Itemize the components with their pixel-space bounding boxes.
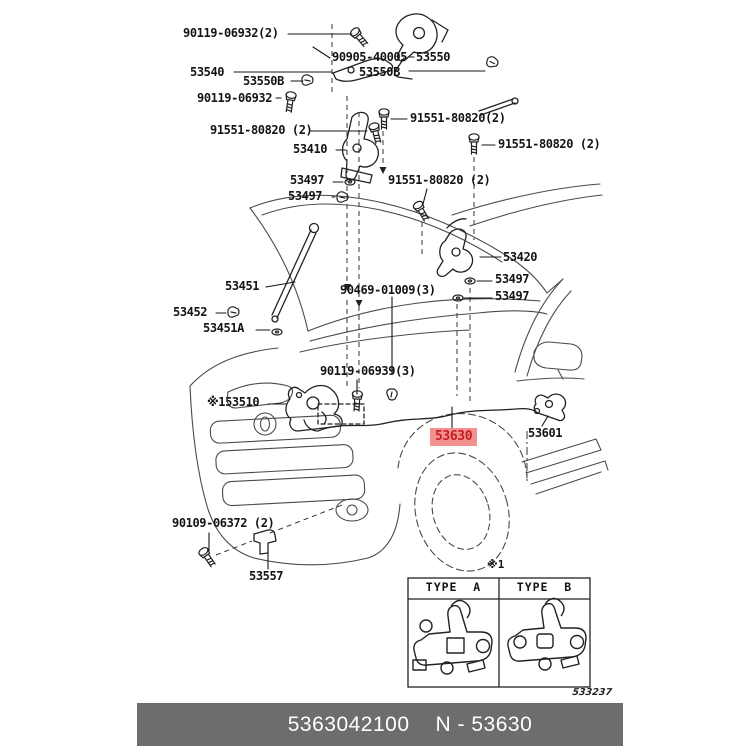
part-number-label: 53451 — [225, 279, 260, 293]
bolt-icon — [379, 109, 389, 129]
side-mirror — [534, 342, 582, 370]
part-number-label: 53420 — [503, 250, 538, 264]
bolt-icon — [284, 91, 297, 112]
part-number-label: 53540 — [190, 65, 225, 79]
part-number-label: 53451A — [203, 321, 244, 335]
part-number-label: 53452 — [173, 305, 208, 319]
part-number-label: 90119-06939(3) — [320, 364, 416, 378]
part-number-label: 90109-06372 (2) — [172, 516, 275, 530]
type-b-header: TYPE B — [516, 580, 573, 594]
part-number-label: 90905-40005 — [332, 50, 408, 64]
part-number-label: 53497 — [290, 173, 325, 187]
part-number-label: 53601 — [528, 426, 563, 440]
part-number-label: 90119-06932 — [197, 91, 273, 105]
part-number-label: 53410 — [293, 142, 328, 156]
part-number-label: 91551-80820 (2) — [210, 123, 313, 137]
footer-bar — [137, 703, 623, 746]
figure-code: 533237 — [571, 687, 613, 698]
clip-icon — [486, 56, 499, 69]
part-number-label: 90119-06932(2) — [183, 26, 279, 40]
part-number-label: 53550B — [243, 74, 284, 88]
grommet-icon — [272, 329, 282, 335]
clip-icon — [387, 389, 397, 400]
part-number-label: 53497 — [495, 289, 530, 303]
highlighted-part-label: 53630 — [430, 428, 477, 446]
release-handle-icon — [534, 394, 565, 420]
grommet-icon — [453, 295, 463, 301]
hood-support-rod-icon — [272, 224, 319, 323]
part-number-label: ※153510 — [207, 395, 260, 409]
clip-icon — [228, 307, 239, 317]
part-number-label: 53550 — [416, 50, 451, 64]
grommet-icon — [465, 278, 475, 284]
footer-catalog-ref: N - 53630 — [435, 712, 533, 736]
toyota-emblem — [254, 413, 276, 435]
part-number-label: 53550B — [359, 65, 400, 79]
footer-part-number: 5363042100 — [287, 712, 410, 736]
clip-icon — [302, 75, 313, 85]
bolt-icon — [349, 26, 370, 48]
part-number-label: 91551-80820(2) — [410, 111, 506, 125]
type-a-header: TYPE A — [425, 580, 482, 594]
hood-lock-assembly-icon — [395, 14, 451, 79]
part-number-label: 91551-80820 (2) — [388, 173, 491, 187]
bolt-icon — [197, 546, 217, 568]
part-number-label: 90469-01009(3) — [340, 283, 436, 297]
lock-type-table — [408, 578, 590, 687]
tire — [401, 442, 523, 583]
part-number-label: 91551-80820 (2) — [498, 137, 601, 151]
part-number-label: 53497 — [495, 272, 530, 286]
part-number-label: 53557 — [249, 569, 284, 583]
fog-light — [336, 499, 368, 521]
type-b-lock-drawing — [508, 598, 586, 670]
bolt-icon — [469, 134, 479, 154]
cable-clamp-icon — [254, 530, 276, 554]
part-number-label: 53497 — [288, 189, 323, 203]
note-marker: ※1 — [487, 558, 505, 571]
type-a-lock-drawing — [413, 600, 492, 674]
